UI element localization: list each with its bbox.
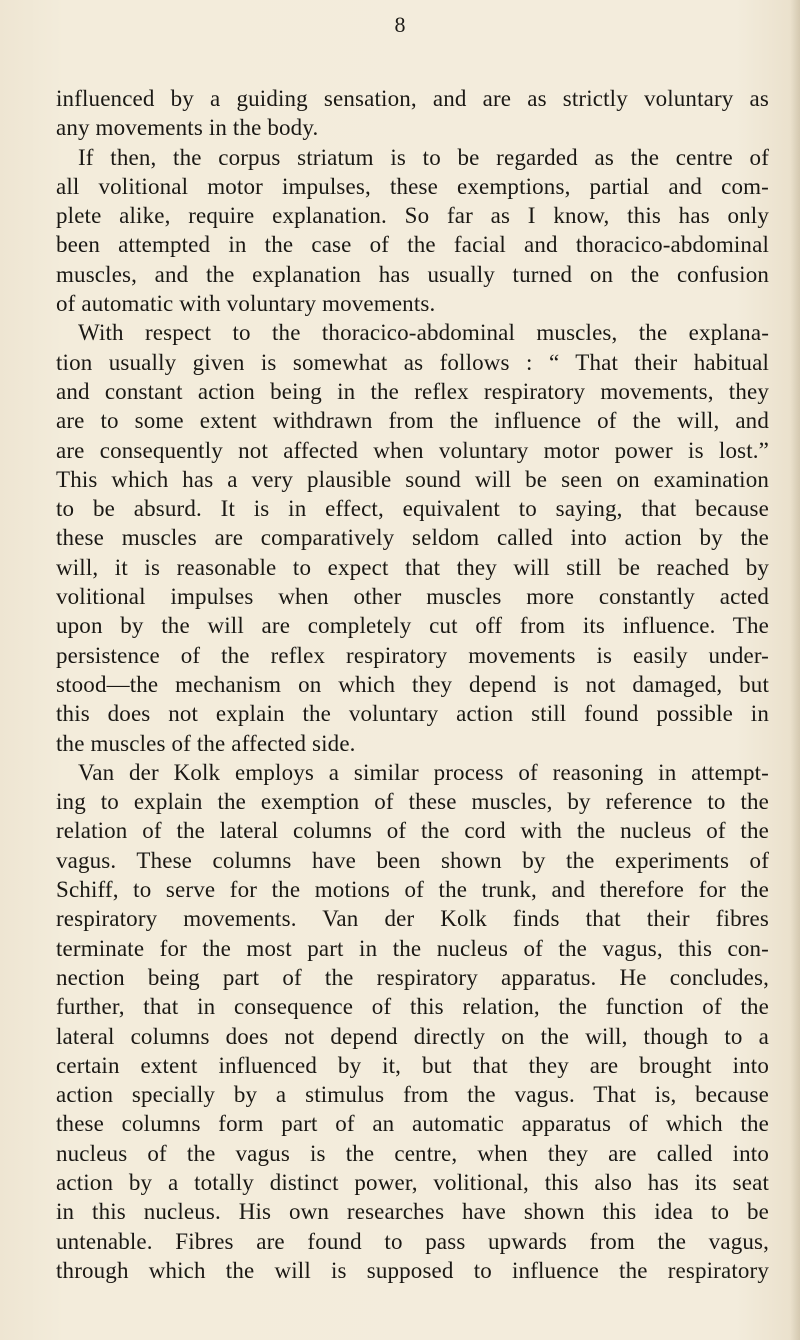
text-line: all volitional motor impulses, these exemptions, partial and com- xyxy=(56,173,769,199)
text-line: If then, the corpus striatum is to be regarded as the centre of xyxy=(78,144,769,170)
text-line: action specially by a stimulus from the vagus. That is, because xyxy=(56,1082,769,1108)
text-line: the muscles of the affected side. xyxy=(56,730,356,756)
text-line: relation of the lateral columns of the cord with the nucleus of the xyxy=(56,818,769,844)
text-line: nection being part of the respiratory apparatus. He concludes, xyxy=(56,964,769,990)
text-line: muscles, and the explanation has usually turned on the confusion xyxy=(56,261,769,287)
text-line: and constant action being in the reflex respiratory movements, they xyxy=(56,378,769,404)
text-line: these muscles are comparatively seldom called into action by the xyxy=(56,525,769,551)
text-line: this does not explain the voluntary action still found possible in xyxy=(56,701,769,727)
text-line: are consequently not affected when voluntary motor power is lost.” xyxy=(56,437,769,463)
text-line: Schiff, to serve for the motions of the trunk, and therefore for the xyxy=(56,877,769,903)
text-line: plete alike, require explanation. So far as I know, this has only xyxy=(56,203,769,229)
text-line: respiratory movements. Van der Kolk finds that their fibres xyxy=(56,906,769,932)
text-line: influenced by a guiding sensation, and are as strictly voluntary as xyxy=(56,86,769,111)
text-line: tion usually given is somewhat as follows : “ That their habitual xyxy=(56,349,769,375)
page-edge-shadow xyxy=(790,0,800,1340)
page-number: 8 xyxy=(394,12,406,37)
text-line: With respect to the thoracico-abdominal muscles, the explana- xyxy=(78,320,769,346)
text-line: will, it is reasonable to expect that they will still be reached by xyxy=(56,554,769,580)
text-line: terminate for the most part in the nucleus of the vagus, this con- xyxy=(56,935,769,961)
text-line: further, that in consequence of this relation, the function of the xyxy=(56,994,769,1020)
text-line: This which has a very plausible sound will be seen on examination xyxy=(56,466,769,492)
text-line: action by a totally distinct power, volitional, this also has its seat xyxy=(56,1169,769,1195)
text-line: in this nucleus. His own researches have shown this idea to be xyxy=(56,1199,769,1225)
text-line: upon by the will are completely cut off from its influence. The xyxy=(56,613,769,639)
text-line: stood—the mechanism on which they depend is not damaged, but xyxy=(56,671,769,697)
text-line: been attempted in the case of the facial and thoracico-abdominal xyxy=(56,232,769,258)
text-line: these columns form part of an automatic apparatus of which the xyxy=(56,1111,769,1137)
text-line: volitional impulses when other muscles more constantly acted xyxy=(56,584,769,610)
text-line: to be absurd. It is in effect, equivalent to saying, that because xyxy=(56,496,769,522)
text-line: certain extent influenced by it, but that they are brought into xyxy=(56,1052,769,1078)
text-line: of automatic with voluntary movements. xyxy=(56,291,436,317)
text-line: vagus. These columns have been shown by the experiments of xyxy=(56,847,769,873)
text-line: are to some extent withdrawn from the influence of the will, and xyxy=(56,408,769,434)
text-line: untenable. Fibres are found to pass upwards from the vagus, xyxy=(56,1228,769,1254)
text-line: Van der Kolk employs a similar process of reasoning in attempt- xyxy=(78,759,769,785)
text-line: any movements in the body. xyxy=(56,115,319,141)
text-line: persistence of the reflex respiratory movements is easily under- xyxy=(56,642,769,668)
text-line: through which the will is supposed to influence the respiratory xyxy=(56,1257,769,1283)
text-line: nucleus of the vagus is the centre, when they are called into xyxy=(56,1140,769,1166)
body-text xyxy=(56,84,769,1285)
text-line: ing to explain the exemption of these muscles, by reference to the xyxy=(56,789,769,815)
text-line: lateral columns does not depend directly on the will, though to a xyxy=(56,1023,769,1049)
